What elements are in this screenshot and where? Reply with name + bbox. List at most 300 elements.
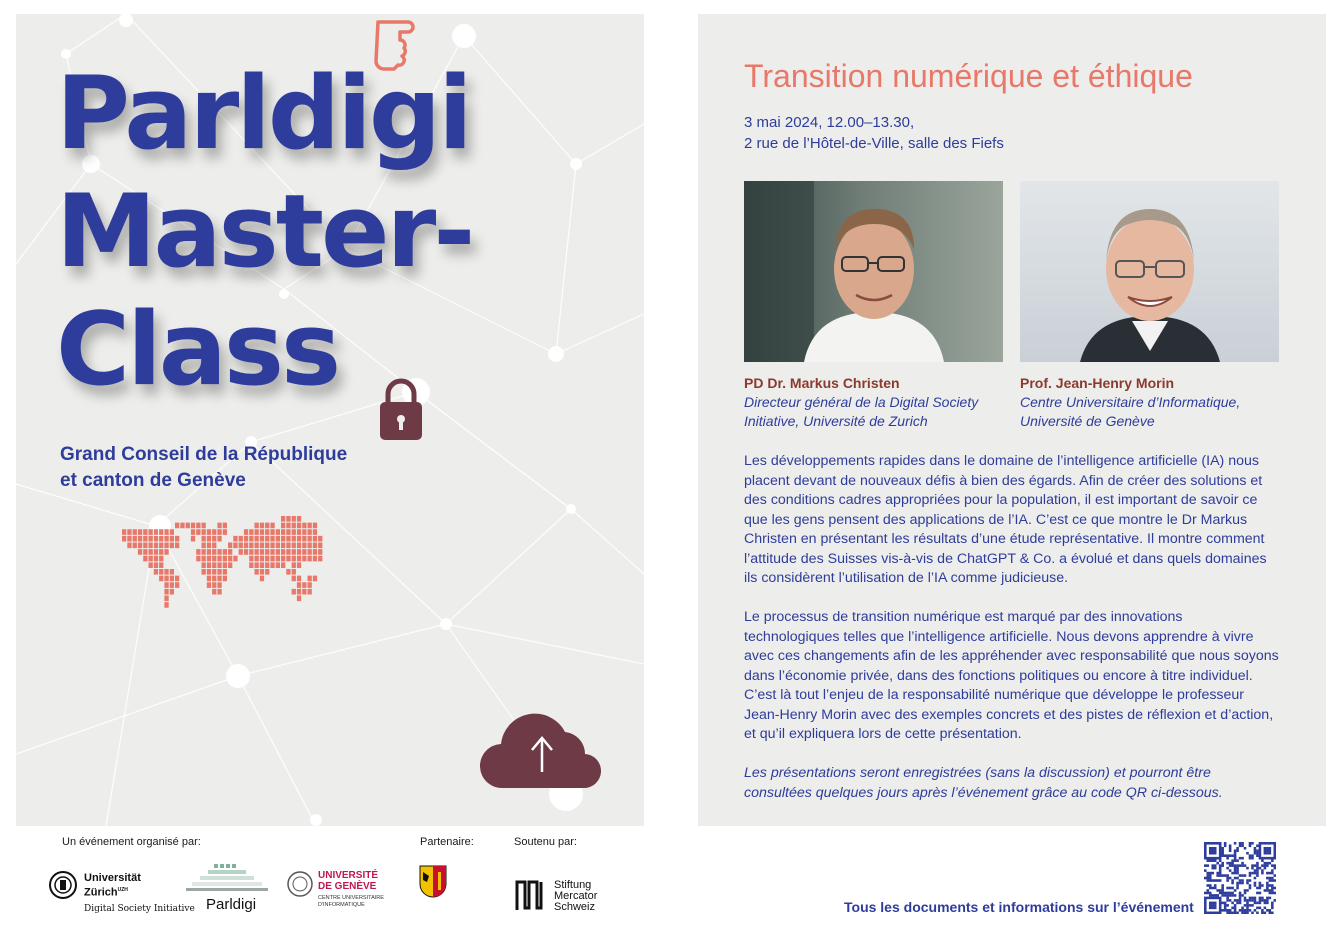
organiser-label: Un événement organisé par: <box>62 836 201 848</box>
qr-module <box>1246 879 1249 882</box>
speaker-role: Université de Genève <box>1020 413 1155 429</box>
qr-module <box>1256 907 1259 910</box>
qr-module <box>1246 852 1249 855</box>
map-pixel <box>292 549 296 555</box>
qr-module <box>1229 864 1232 867</box>
parldigi-name: Parldigi <box>206 896 257 913</box>
qr-module <box>1216 872 1219 875</box>
map-pixel <box>292 589 296 595</box>
map-pixel <box>281 516 285 522</box>
map-pixel <box>212 543 216 549</box>
qr-module <box>1271 879 1274 882</box>
qr-module <box>1254 849 1257 852</box>
qr-module <box>1241 894 1244 897</box>
qr-module <box>1219 879 1222 882</box>
qr-module <box>1271 842 1274 845</box>
qr-module <box>1254 864 1257 867</box>
map-pixel <box>223 523 227 529</box>
unige-name: DE GENÈVE <box>318 881 377 892</box>
map-pixel <box>202 523 206 529</box>
qr-module <box>1269 912 1272 914</box>
qr-module <box>1274 842 1276 845</box>
qr-module <box>1256 852 1259 855</box>
qr-module <box>1214 857 1217 860</box>
map-pixel <box>260 543 264 549</box>
qr-module <box>1259 847 1262 850</box>
qr-module <box>1239 892 1242 895</box>
qr-code-icon[interactable] <box>1204 842 1276 914</box>
qr-module <box>1216 862 1219 865</box>
qr-module <box>1264 907 1267 910</box>
qr-module <box>1231 859 1234 862</box>
map-pixel <box>308 582 312 588</box>
qr-module <box>1209 884 1212 887</box>
map-pixel <box>170 569 174 575</box>
recording-note: Les présentations seront enregistrées (sans la discussion) et pourront être consultées quelques jours après l’événement grâce au code QR ci-dessous. <box>744 765 1223 801</box>
qr-module <box>1254 869 1257 872</box>
map-pixel <box>249 529 253 535</box>
qr-module <box>1241 907 1244 910</box>
qr-module <box>1254 899 1257 902</box>
qr-module <box>1269 852 1272 855</box>
qr-module <box>1231 879 1234 882</box>
map-pixel <box>281 523 285 529</box>
qr-module <box>1229 844 1232 847</box>
map-pixel <box>159 576 163 582</box>
qr-module <box>1256 887 1259 890</box>
qr-module <box>1271 912 1274 914</box>
map-pixel <box>297 523 301 529</box>
map-pixel <box>313 529 317 535</box>
qr-module <box>1256 892 1259 895</box>
map-pixel <box>217 523 221 529</box>
qr-module <box>1271 904 1274 907</box>
map-pixel <box>260 556 264 562</box>
qr-module <box>1219 869 1222 872</box>
qr-module <box>1219 844 1222 847</box>
map-pixel <box>207 582 211 588</box>
map-pixel <box>207 536 211 542</box>
qr-module <box>1224 902 1227 905</box>
map-pixel <box>302 589 306 595</box>
qr-module <box>1206 897 1209 900</box>
map-pixel <box>186 523 190 529</box>
qr-module <box>1216 912 1219 914</box>
qr-module <box>1261 897 1264 900</box>
map-pixel <box>308 589 312 595</box>
map-pixel <box>297 582 301 588</box>
qr-module <box>1244 909 1247 912</box>
qr-module <box>1204 904 1207 907</box>
map-pixel <box>207 569 211 575</box>
qr-module <box>1219 849 1222 852</box>
qr-module <box>1236 859 1239 862</box>
qr-module <box>1229 887 1232 890</box>
map-pixel <box>217 582 221 588</box>
uzh-sub: Digital Society Initiative <box>84 904 195 914</box>
qr-module <box>1204 869 1207 872</box>
qr-module <box>1266 847 1269 850</box>
qr-module <box>1219 902 1222 905</box>
qr-module <box>1221 887 1224 890</box>
map-pixel <box>297 536 301 542</box>
title-line: Parldigi <box>56 54 470 172</box>
qr-module <box>1221 852 1224 855</box>
map-pixel <box>255 523 259 529</box>
map-pixel <box>302 582 306 588</box>
uzh-seal-icon <box>48 870 78 900</box>
qr-module <box>1224 909 1227 912</box>
qr-module <box>1214 867 1217 870</box>
qr-module <box>1204 864 1207 867</box>
event-date-location <box>744 112 1004 154</box>
qr-module <box>1229 909 1232 912</box>
qr-module <box>1241 874 1244 877</box>
qr-module <box>1254 884 1257 887</box>
qr-module <box>1219 912 1222 914</box>
qr-module <box>1271 877 1274 880</box>
partner-label: Partenaire: <box>420 836 474 848</box>
map-pixel <box>286 523 290 529</box>
qr-module <box>1221 854 1224 857</box>
qr-module <box>1219 859 1222 862</box>
map-pixel <box>149 549 153 555</box>
qr-module <box>1274 847 1276 850</box>
qr-module <box>1226 877 1229 880</box>
map-pixel <box>270 549 274 555</box>
qr-module <box>1256 872 1259 875</box>
qr-module <box>1204 847 1207 850</box>
map-pixel <box>308 523 312 529</box>
map-pixel <box>154 549 158 555</box>
qr-module <box>1264 889 1267 892</box>
qr-module <box>1236 882 1239 885</box>
qr-module <box>1214 904 1217 907</box>
qr-module <box>1221 892 1224 895</box>
qr-module <box>1246 907 1249 910</box>
qr-module <box>1264 852 1267 855</box>
qr-module <box>1264 847 1267 850</box>
map-pixel <box>207 549 211 555</box>
qr-module <box>1209 849 1212 852</box>
speaker-photo-morin <box>1020 181 1279 362</box>
qr-module <box>1229 862 1232 865</box>
qr-module <box>1266 852 1269 855</box>
qr-module <box>1234 872 1237 875</box>
qr-module <box>1214 897 1217 900</box>
map-pixel <box>228 556 232 562</box>
qr-module <box>1239 897 1242 900</box>
qr-module <box>1264 912 1267 914</box>
qr-module <box>1271 859 1274 862</box>
pointing-hand-icon <box>370 16 426 76</box>
map-pixel <box>302 529 306 535</box>
qr-module <box>1271 889 1274 892</box>
qr-module <box>1264 899 1267 902</box>
map-pixel <box>281 556 285 562</box>
map-pixel <box>244 549 248 555</box>
map-pixel <box>154 543 158 549</box>
qr-module <box>1256 862 1259 865</box>
qr-module <box>1219 842 1222 845</box>
qr-module <box>1271 864 1274 867</box>
speaker-photo-christen <box>744 181 1003 362</box>
qr-module <box>1206 892 1209 895</box>
qr-module <box>1274 857 1276 860</box>
map-pixel <box>127 529 131 535</box>
uzh-abbrev: UZH <box>117 887 128 893</box>
qr-module <box>1204 849 1207 852</box>
qr-module <box>1264 867 1267 870</box>
qr-module <box>1216 894 1219 897</box>
map-pixel <box>281 536 285 542</box>
mercator-name: Schweiz <box>554 901 595 913</box>
subtitle-line: Grand Conseil de la République <box>60 444 348 465</box>
qr-module <box>1229 894 1232 897</box>
qr-module <box>1234 849 1237 852</box>
map-pixel <box>260 576 264 582</box>
map-pixel <box>207 576 211 582</box>
map-pixel <box>223 562 227 568</box>
qr-module <box>1259 899 1262 902</box>
map-pixel <box>233 536 237 542</box>
map-pixel <box>308 556 312 562</box>
qr-module <box>1226 899 1229 902</box>
map-pixel <box>292 516 296 522</box>
qr-module <box>1249 909 1252 912</box>
qr-module <box>1219 899 1222 902</box>
event-date: 3 mai 2024, 12.00–13.30, <box>744 114 915 131</box>
qr-module <box>1219 847 1222 850</box>
qr-module <box>1231 872 1234 875</box>
uzh-logo <box>48 870 195 920</box>
qr-module <box>1236 887 1239 890</box>
map-pixel <box>191 536 195 542</box>
qr-module <box>1266 849 1269 852</box>
qr-module <box>1251 864 1254 867</box>
map-pixel <box>270 562 274 568</box>
qr-module <box>1269 849 1272 852</box>
qr-module <box>1271 884 1274 887</box>
map-pixel <box>149 562 153 568</box>
qr-module <box>1266 897 1269 900</box>
map-pixel <box>313 536 317 542</box>
map-pixel <box>276 529 280 535</box>
qr-module <box>1266 877 1269 880</box>
qr-module <box>1219 864 1222 867</box>
map-pixel <box>265 569 269 575</box>
parldigi-logo <box>186 862 268 916</box>
map-pixel <box>302 549 306 555</box>
qr-module <box>1246 902 1249 905</box>
qr-module <box>1266 882 1269 885</box>
qr-module <box>1249 874 1252 877</box>
map-pixel <box>260 529 264 535</box>
qr-module <box>1259 884 1262 887</box>
qr-module <box>1269 847 1272 850</box>
map-pixel <box>212 589 216 595</box>
map-pixel <box>212 549 216 555</box>
qr-module <box>1211 867 1214 870</box>
qr-module <box>1234 894 1237 897</box>
map-pixel <box>149 543 153 549</box>
qr-module <box>1274 887 1276 890</box>
qr-module <box>1274 899 1276 902</box>
subtitle-line: et canton de Genève <box>60 470 246 491</box>
map-pixel <box>302 543 306 549</box>
qr-module <box>1266 902 1269 905</box>
map-pixel <box>170 589 174 595</box>
map-pixel <box>297 516 301 522</box>
qr-module <box>1269 879 1272 882</box>
qr-module <box>1259 902 1262 905</box>
qr-module <box>1261 899 1264 902</box>
qr-module <box>1229 877 1232 880</box>
map-pixel <box>297 529 301 535</box>
map-pixel <box>281 549 285 555</box>
map-pixel <box>143 543 147 549</box>
map-pixel <box>164 549 168 555</box>
qr-module <box>1214 849 1217 852</box>
qr-module <box>1226 912 1229 914</box>
qr-module <box>1239 842 1242 845</box>
map-pixel <box>217 529 221 535</box>
qr-module <box>1204 852 1207 855</box>
map-pixel <box>133 536 137 542</box>
qr-module <box>1251 854 1254 857</box>
qr-module <box>1256 849 1259 852</box>
qr-module <box>1211 904 1214 907</box>
map-pixel <box>223 569 227 575</box>
qr-module <box>1236 869 1239 872</box>
qr-module <box>1224 854 1227 857</box>
qr-module <box>1236 884 1239 887</box>
event-title: Transition numérique et éthique <box>744 58 1193 94</box>
poster-cover <box>16 14 644 826</box>
qr-module <box>1269 884 1272 887</box>
qr-module <box>1206 879 1209 882</box>
supporter-label: Soutenu par: <box>514 836 577 848</box>
qr-module <box>1251 867 1254 870</box>
map-pixel <box>159 562 163 568</box>
qr-module <box>1249 854 1252 857</box>
map-pixel <box>297 543 301 549</box>
qr-module <box>1256 844 1259 847</box>
qr-module <box>1271 902 1274 905</box>
qr-module <box>1269 897 1272 900</box>
map-pixel <box>212 562 216 568</box>
map-pixel <box>292 536 296 542</box>
map-pixel <box>260 523 264 529</box>
qr-module <box>1246 867 1249 870</box>
qr-module <box>1211 859 1214 862</box>
map-pixel <box>244 536 248 542</box>
qr-module <box>1264 842 1267 845</box>
map-pixel <box>196 549 200 555</box>
qr-module <box>1251 912 1254 914</box>
map-pixel <box>297 596 301 602</box>
map-pixel <box>212 556 216 562</box>
map-pixel <box>143 529 147 535</box>
qr-module <box>1236 872 1239 875</box>
qr-module <box>1231 854 1234 857</box>
qr-module <box>1234 912 1237 914</box>
qr-module <box>1266 909 1269 912</box>
qr-module <box>1271 869 1274 872</box>
qr-module <box>1269 892 1272 895</box>
qr-module <box>1269 889 1272 892</box>
map-pixel <box>196 523 200 529</box>
qr-module <box>1261 857 1264 860</box>
qr-module <box>1226 857 1229 860</box>
map-pixel <box>249 549 253 555</box>
map-pixel <box>191 523 195 529</box>
map-pixel <box>281 543 285 549</box>
qr-module <box>1204 907 1207 910</box>
qr-module <box>1219 897 1222 900</box>
map-pixel <box>249 562 253 568</box>
documents-link[interactable]: Tous les documents et informations sur l’événement <box>844 899 1194 915</box>
qr-module <box>1216 842 1219 845</box>
qr-module <box>1221 874 1224 877</box>
map-pixel <box>308 529 312 535</box>
map-pixel <box>143 556 147 562</box>
map-pixel <box>281 562 285 568</box>
qr-module <box>1271 857 1274 860</box>
qr-module <box>1234 864 1237 867</box>
map-pixel <box>244 529 248 535</box>
qr-module <box>1244 899 1247 902</box>
map-pixel <box>175 536 179 542</box>
qr-module <box>1274 879 1276 882</box>
qr-module <box>1241 844 1244 847</box>
map-pixel <box>207 556 211 562</box>
map-pixel <box>286 569 290 575</box>
qr-module <box>1224 874 1227 877</box>
qr-module <box>1249 904 1252 907</box>
qr-module <box>1246 889 1249 892</box>
qr-module <box>1214 842 1217 845</box>
qr-module <box>1251 872 1254 875</box>
map-pixel <box>127 543 131 549</box>
map-pixel <box>308 576 312 582</box>
map-pixel <box>217 562 221 568</box>
qr-module <box>1209 859 1212 862</box>
qr-module <box>1239 879 1242 882</box>
qr-module <box>1241 882 1244 885</box>
map-pixel <box>149 556 153 562</box>
mercator-mark-icon <box>514 878 546 912</box>
qr-module <box>1224 842 1227 845</box>
qr-module <box>1221 862 1224 865</box>
event-details <box>698 14 1326 826</box>
map-pixel <box>143 549 147 555</box>
qr-module <box>1241 842 1244 845</box>
qr-module <box>1234 899 1237 902</box>
qr-module <box>1219 904 1222 907</box>
map-pixel <box>297 556 301 562</box>
qr-module <box>1209 887 1212 890</box>
qr-module <box>1229 869 1232 872</box>
qr-module <box>1216 874 1219 877</box>
map-pixel <box>260 562 264 568</box>
qr-module <box>1229 899 1232 902</box>
qr-module <box>1219 889 1222 892</box>
qr-module <box>1219 874 1222 877</box>
qr-module <box>1219 892 1222 895</box>
qr-module <box>1214 852 1217 855</box>
map-pixel <box>202 536 206 542</box>
